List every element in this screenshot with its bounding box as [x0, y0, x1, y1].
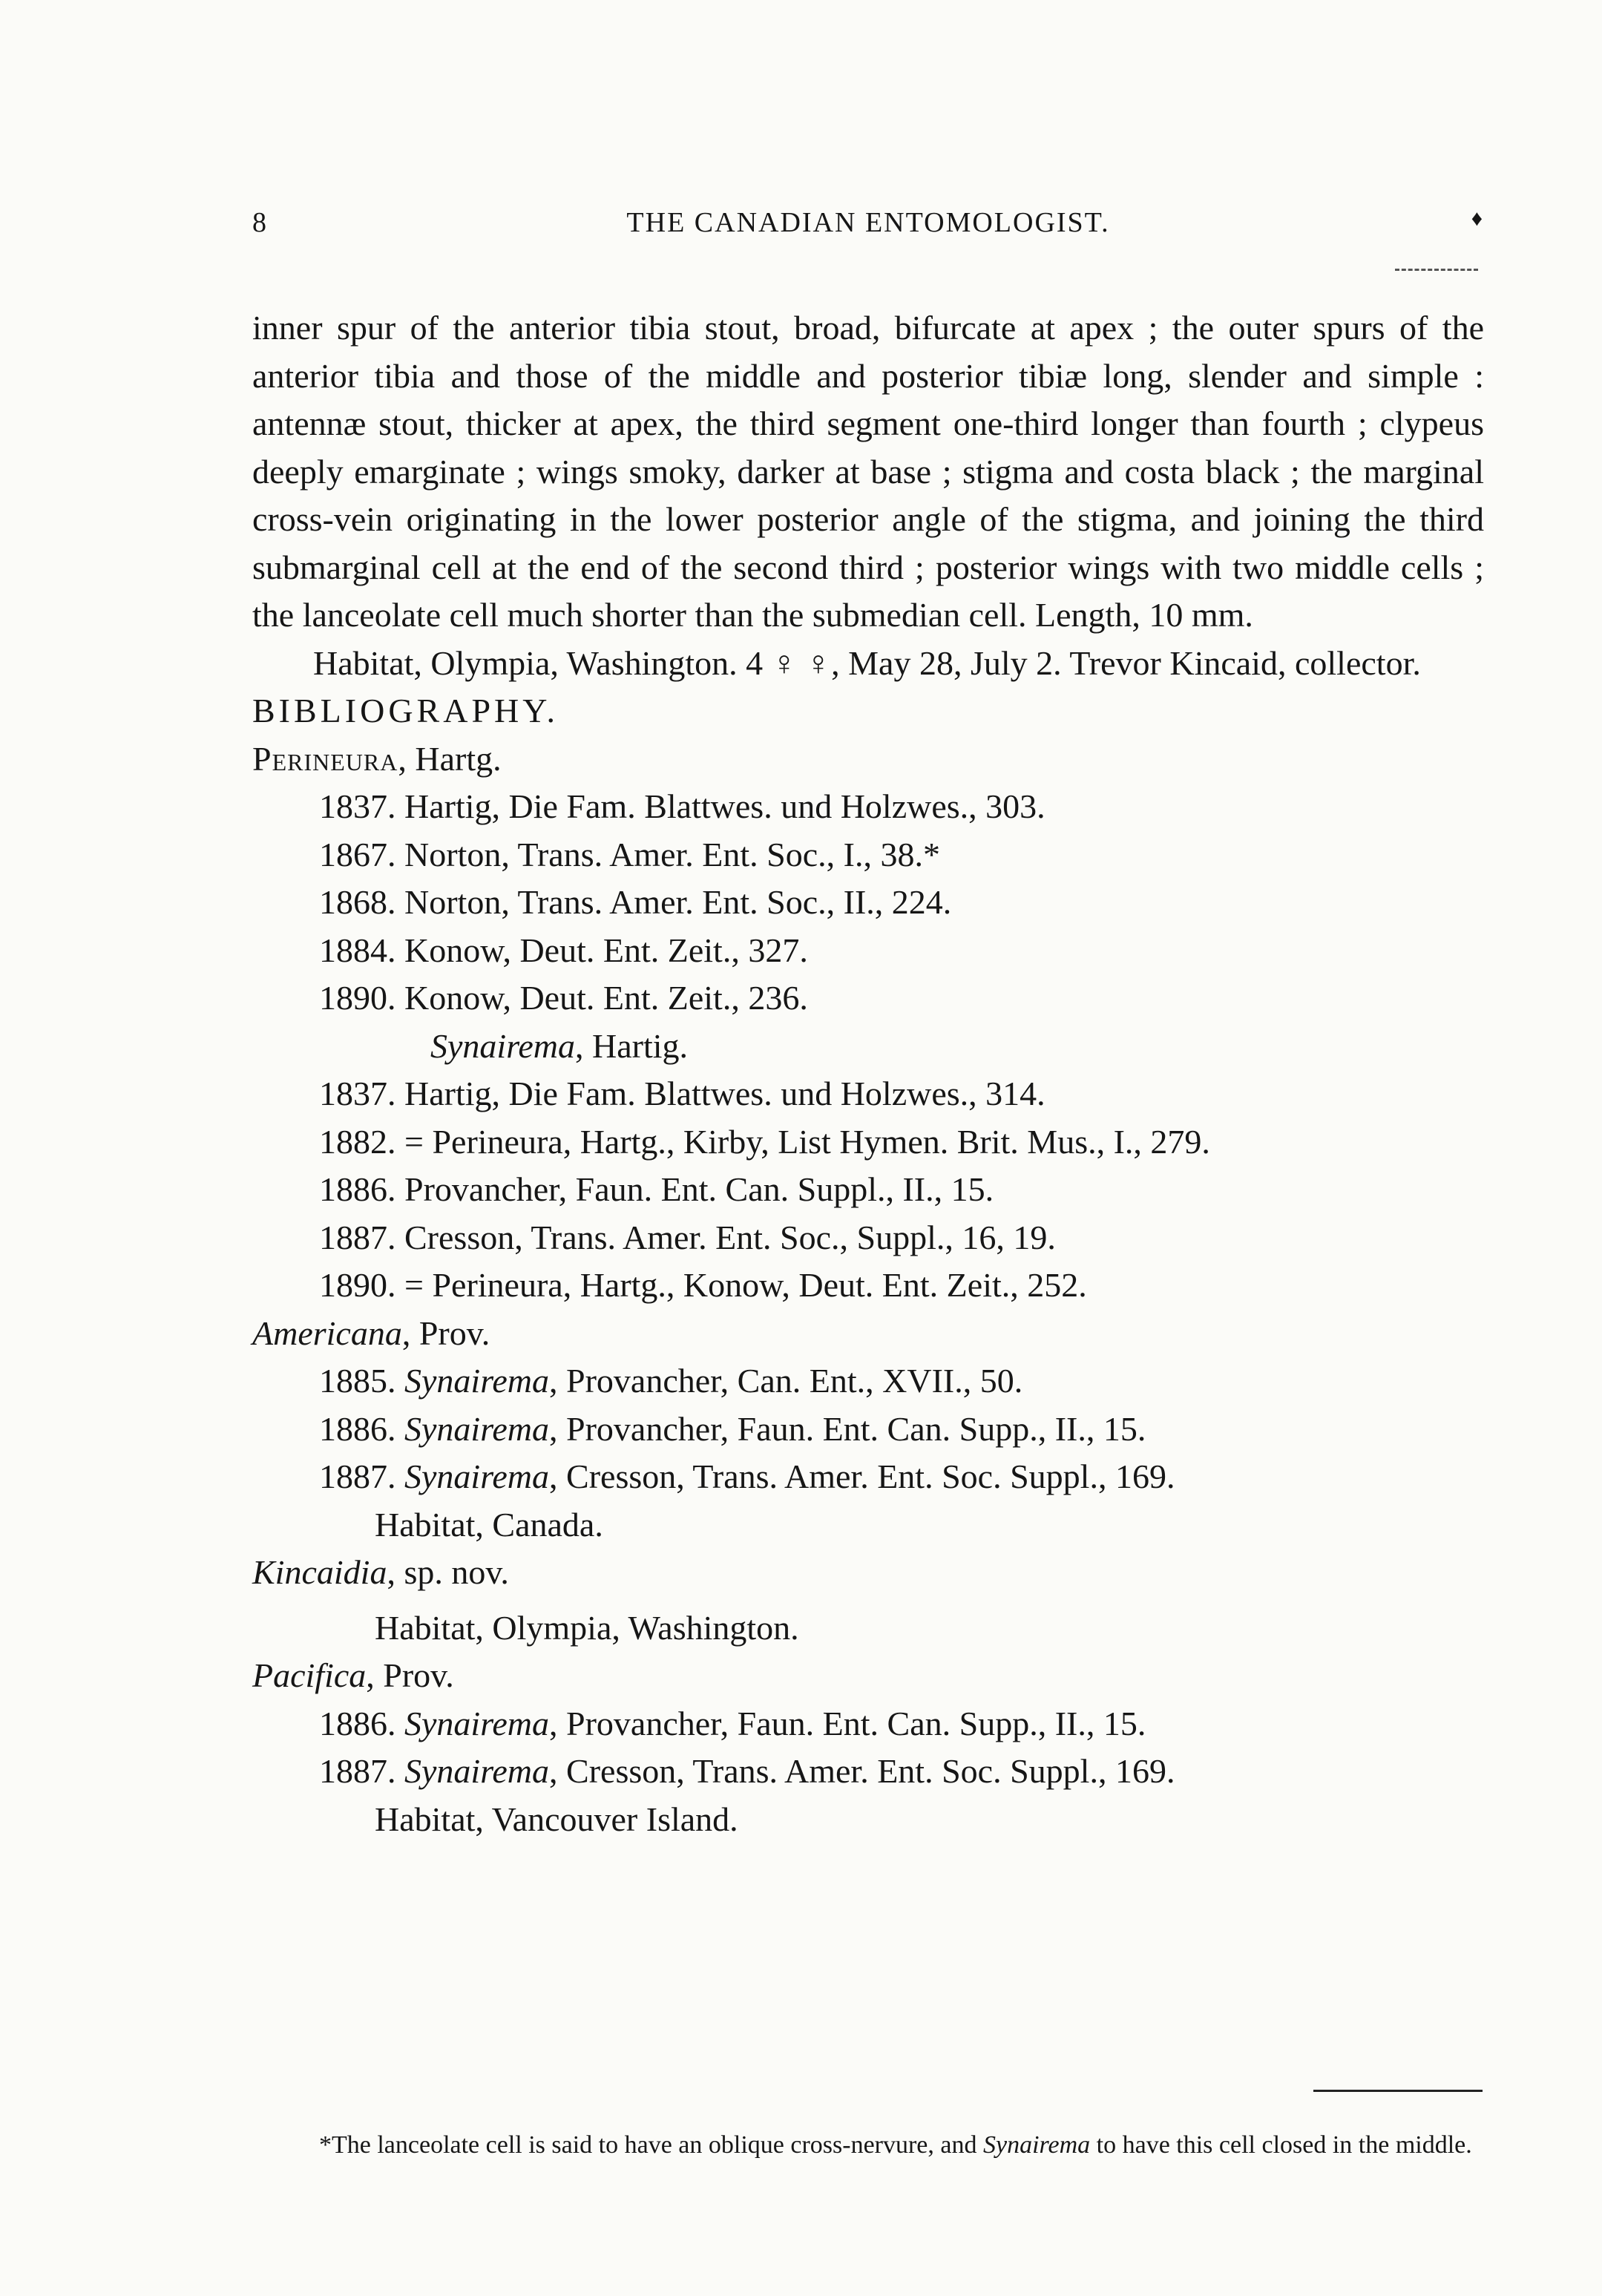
bibliography-entry: 1890. = Perineura, Hartg., Konow, Deut. Ent. Zeit., 252.	[319, 1266, 1087, 1304]
species-heading	[252, 1652, 1484, 1700]
entry-genus: Synairema	[404, 1704, 550, 1742]
species-heading	[252, 1549, 1484, 1597]
entry-year: 1885.	[319, 1362, 396, 1400]
species-entry	[252, 1700, 1484, 1748]
bibliography-entry: 1882. = Perineura, Hartg., Kirby, List Hymen. Brit. Mus., I., 279.	[319, 1122, 1210, 1161]
entry-year: 1887.	[319, 1457, 396, 1495]
genus-heading-synairema	[252, 1023, 1484, 1071]
species-name: Kincaidia	[252, 1553, 387, 1591]
entry-citation: , Cresson, Trans. Amer. Ent. Soc. Suppl., 169.	[549, 1752, 1175, 1790]
entry-citation: , Provancher, Faun. Ent. Can. Supp., II., 15.	[549, 1409, 1146, 1448]
running-header	[252, 206, 1484, 251]
bibliography-entry: 1868. Norton, Trans. Amer. Ent. Soc., II., 224.	[319, 883, 952, 921]
header-mark: ♦	[1471, 206, 1484, 231]
species-habitat: Habitat, Olympia, Washington.	[375, 1608, 799, 1647]
species-entry	[252, 1406, 1484, 1454]
perineura-entries	[252, 783, 1484, 1023]
bibliography-entry: 1887. Cresson, Trans. Amer. Ent. Soc., Suppl., 16, 19.	[319, 1218, 1056, 1256]
species-habitat: Habitat, Vancouver Island.	[375, 1800, 738, 1838]
footnote-text-end: to have this cell closed in the middle.	[1090, 2131, 1472, 2159]
habitat-paragraph: Habitat, Olympia, Washington. 4 ♀ ♀, May 28, July 2. Trevor Kincaid, collector.	[313, 643, 1421, 682]
running-title: THE CANADIAN ENTOMOLOGIST.	[626, 207, 1110, 238]
entry-year: 1886.	[319, 1704, 396, 1742]
bibliography-heading: BIBLIOGRAPHY.	[252, 692, 559, 729]
species-name: Americana	[252, 1313, 402, 1352]
header-dash-rule	[1395, 269, 1478, 271]
genus-author: , Hartig.	[575, 1026, 689, 1065]
synairema-entries	[252, 1070, 1484, 1310]
entry-genus: Synairema	[404, 1362, 550, 1400]
species-heading	[252, 1310, 1484, 1358]
genus-heading-perineura	[252, 735, 1484, 784]
species-name: Pacifica	[252, 1656, 367, 1694]
page-number: 8	[252, 207, 268, 238]
footnote-text: *The lanceolate cell is said to have an oblique cross-nervure, and	[319, 2131, 983, 2159]
species-author: , sp. nov.	[387, 1553, 509, 1591]
entry-citation: , Provancher, Can. Ent., XVII., 50.	[549, 1362, 1023, 1400]
entry-year: 1887.	[319, 1752, 396, 1790]
species-entry	[252, 1453, 1484, 1501]
bibliography-entry: 1837. Hartig, Die Fam. Blattwes. und Holzwes., 303.	[319, 787, 1045, 825]
species-list	[252, 1310, 1484, 1844]
description-paragraph: inner spur of the anterior tibia stout, broad, bifurcate at apex ; the outer spurs of the anterior tibia and those of the middle and posterior tibiæ long, slender and simple : antennæ stout, thicker at apex, the third segment one-third longer than fourth ; clypeus deeply emarginate ; wings smoky, darker at base ; stigma and costa black ; the marginal cross-vein originating in the lower posterior angle of the stigma, and joining the third submarginal cell at the end of the second third ; posterior wings with two middle cells ; the lanceolate cell much shorter than the submedian cell. Length, 10 mm.	[252, 309, 1484, 634]
footnote-genus: Synairema	[983, 2131, 1091, 2159]
genus-author: , Hartg.	[398, 739, 502, 778]
species-author: , Prov.	[401, 1313, 490, 1352]
entry-genus: Synairema	[404, 1752, 550, 1790]
entry-citation: , Provancher, Faun. Ent. Can. Supp., II., 15.	[549, 1704, 1146, 1742]
genus-name: Synairema	[430, 1026, 576, 1065]
species-author: , Prov.	[366, 1656, 454, 1694]
species-habitat: Habitat, Canada.	[375, 1505, 603, 1544]
genus-name: Perineura	[252, 739, 398, 778]
footnote	[252, 2102, 1484, 2189]
bibliography-entry: 1837. Hartig, Die Fam. Blattwes. und Holzwes., 314.	[319, 1075, 1045, 1112]
entry-citation: , Cresson, Trans. Amer. Ent. Soc. Suppl., 169.	[549, 1457, 1175, 1495]
bibliography-entry: 1890. Konow, Deut. Ent. Zeit., 236.	[319, 979, 808, 1017]
page-body	[252, 304, 1484, 1843]
bibliography-entry: 1867. Norton, Trans. Amer. Ent. Soc., I., 38.*	[319, 835, 940, 873]
footnote-rule	[1313, 2090, 1483, 2092]
bibliography-entry: 1884. Konow, Deut. Ent. Zeit., 327.	[319, 931, 808, 969]
species-entry	[252, 1748, 1484, 1796]
species-entry	[252, 1357, 1484, 1406]
entry-genus: Synairema	[404, 1457, 550, 1495]
entry-year: 1886.	[319, 1409, 396, 1448]
entry-genus: Synairema	[404, 1409, 550, 1448]
bibliography-entry: 1886. Provancher, Faun. Ent. Can. Suppl., II., 15.	[319, 1170, 994, 1208]
